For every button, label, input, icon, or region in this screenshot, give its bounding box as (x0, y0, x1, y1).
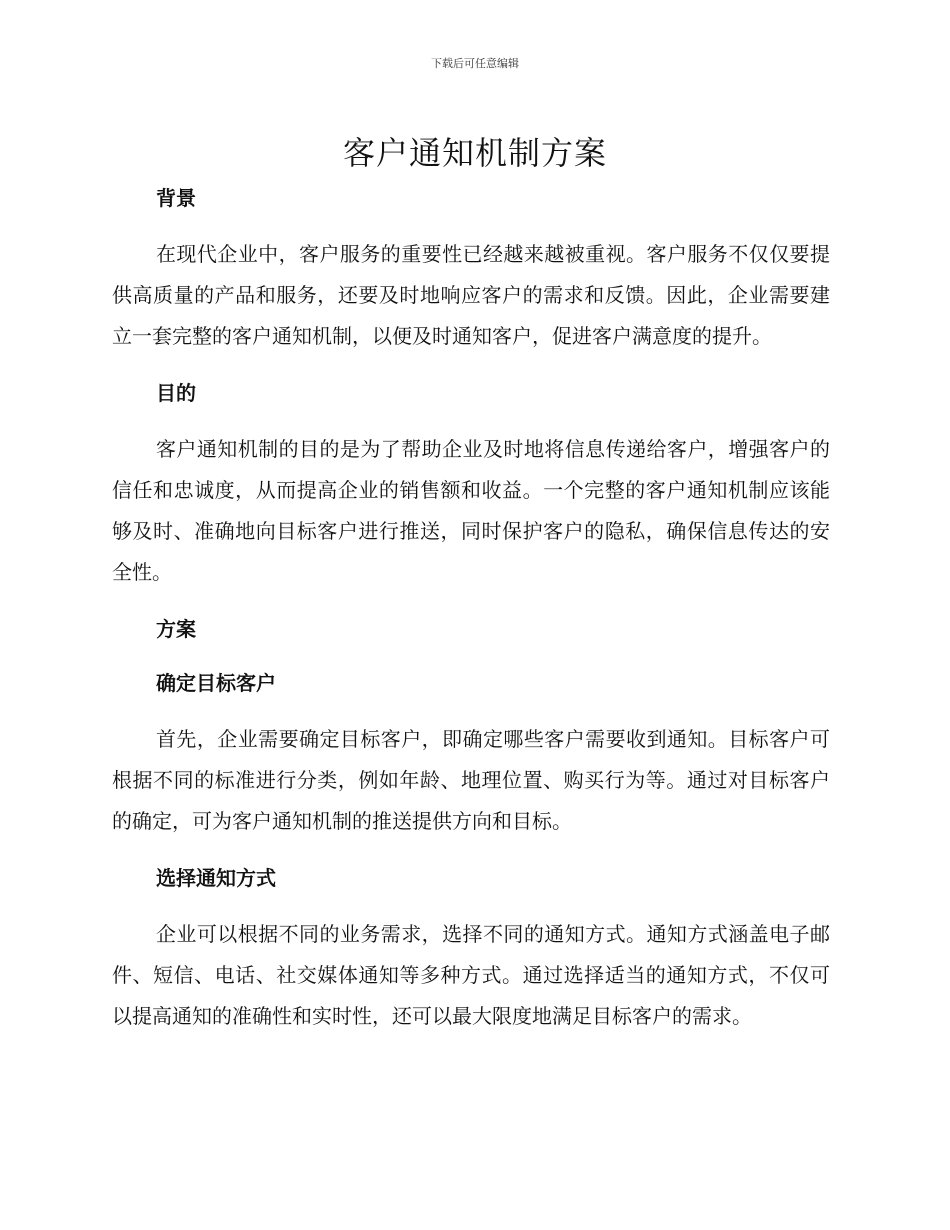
document-title: 客户通知机制方案 (342, 134, 607, 172)
header-note: 下载后可任意编辑 (431, 57, 519, 70)
section-heading-plan: 方案 (156, 617, 196, 641)
paragraph-purpose: 客户通知机制的目的是为了帮助企业及时地将信息传递给客户，增强客户的信任和忠诚度，从而提高企业的销售额和收益。一个完整的客户通知机制应该能够及时、准确地向目标客户进行推送，同时保护客户的隐私，确保信息传达的安全性。 (112, 437, 830, 584)
document-body (112, 180, 830, 1037)
paragraph-target: 首先，企业需要确定目标客户，即确定哪些客户需要收到通知。目标客户可根据不同的标准进行分类，例如年龄、地理位置、购买行为等。通过对目标客户的确定，可为客户通知机制的推送提供方向和目标。 (112, 727, 830, 833)
subsection-heading-target: 确定目标客户 (156, 671, 276, 695)
section-heading-purpose: 目的 (156, 381, 196, 405)
section-heading-background: 背景 (156, 186, 196, 210)
subsection-heading-method: 选择通知方式 (156, 866, 276, 890)
paragraph-method: 企业可以根据不同的业务需求，选择不同的通知方式。通知方式涵盖电子邮件、短信、电话、社交媒体通知等多种方式。通过选择适当的通知方式，不仅可以提高通知的准确性和实时性，还可以最大限度地满足目标客户的需求。 (112, 922, 830, 1028)
paragraph-background: 在现代企业中，客户服务的重要性已经越来越被重视。客户服务不仅仅要提供高质量的产品和服务，还要及时地响应客户的需求和反馈。因此，企业需要建立一套完整的客户通知机制，以便及时通知客户，促进客户满意度的提升。 (112, 242, 830, 348)
